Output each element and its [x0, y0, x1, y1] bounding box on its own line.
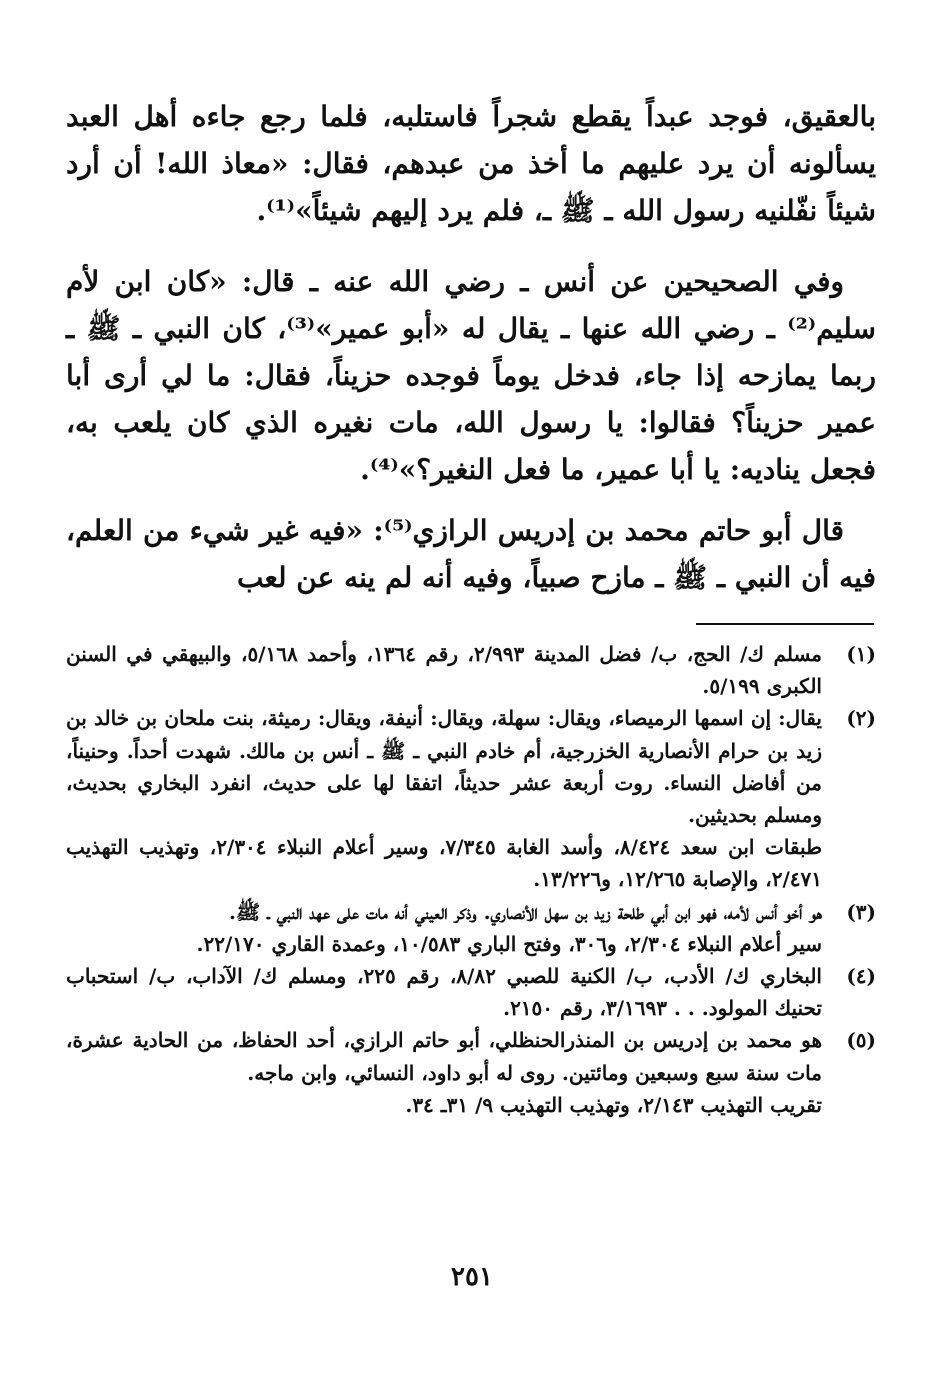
paragraph-text: بالعقيق، فوجد عبداً يقطع شجراً فاستلبه، فلما رجع جاءه أهل العبد يسألونه أن يرد عليهم ما أخذ من عبدهم، فقال: «معاذ الله! أن أرد شيئاً نفّلنيه رسول الله ـ ﷺ ـ، فلم يرد إليهم شيئاً»⁽¹⁾.: [66, 100, 876, 227]
footnote-1: [66, 638, 876, 702]
footnote-text: هو أخو أنس لأمه، فهو ابن أبي طلحة زيد بن سهل الأنصاري. وذكر العيني أنه مات على عهد النبي ـ ﷺ.: [229, 899, 822, 924]
footnote-number: (٢): [846, 706, 876, 731]
footnote-text: يقال: إن اسمها الرميصاء، ويقال: سهلة، ويقال: أنيفة، ويقال: رميثة، بنت ملحان بن خالد بن زيد بن حرام الأنصارية الخزرجية، أم خادم النبي ـ ﷺ ـ أنس بن مالك. شهدت أحداً. وحنيناً، من أفاضل النساء. روت أربعة عشر حديثاً، اتفقا لها على حديث، انفرد البخاري بحديث، ومسلم بحديثين.: [66, 706, 822, 828]
footnote-number: (١): [846, 642, 876, 666]
footnote-body: [66, 1024, 822, 1121]
paragraph-text: قال أبو حاتم محمد بن إدريس الرازي⁽⁵⁾: «فيه غير شيء من العلم، فيه أن النبي ـ ﷺ ـ مازح صبياً، وفيه أنه لم ينه عن لعب: [66, 514, 876, 594]
footnote-body: [66, 896, 822, 960]
footnote-reference: طبقات ابن سعد ٨/٤٢٤، وأسد الغابة ٧/٣٤٥، وسير أعلام النبلاء ٢/٣٠٤، وتهذيب التهذيب ٢/٤٧١، والإصابة ١٢/٢٦٥، و١٣/٢٢٦.: [66, 835, 822, 892]
footnote-body: [66, 960, 822, 1024]
footnote-separator: [696, 623, 874, 625]
footnote-text: مسلم ك/ الحج، ب/ فضل المدينة ٢/٩٩٣، رقم ١٣٦٤، وأحمد ٥/١٦٨، والبيهقي في السنن الكبرى ٥/١٩٩.: [66, 642, 822, 699]
footnote-number: (٤): [846, 964, 876, 989]
footnote-text: البخاري ك/ الأدب، ب/ الكنية للصبي ٨/٨٢، رقم ٢٢٥، ومسلم ك/ الآداب، ب/ استحباب تحنيك المولود. . . ٣/١٦٩٣، رقم ٢١٥٠.: [66, 964, 822, 1021]
main-paragraph-2: [66, 258, 876, 493]
footnote-2: [66, 702, 876, 895]
footnote-5: [66, 1024, 876, 1121]
footnote-reference: تقريب التهذيب ٢/١٤٣، وتهذيب التهذيب ٩/ ٣١ـ ٣٤.: [405, 1092, 822, 1117]
footnote-text: هو محمد بن إدريس بن المنذرالحنظلي، أبو حاتم الرازي، أحد الحفاظ، من الحادية عشرة، مات سنة سبع وسبعين ومائتين. روى له أبو داود، النسائي، وابن ماجه.: [66, 1028, 822, 1085]
main-paragraph-1: [66, 93, 876, 234]
paragraph-text: وفي الصحيحين عن أنس ـ رضي الله عنه ـ قال: «كان ابن لأم سليم⁽²⁾ ـ رضي الله عنها ـ يقال له «أبو عمير»⁽³⁾، كان النبي ـ ﷺ ـ ربما يمازحه إذا جاء، فدخل يوماً فوجده حزيناً، فقال: ما لي أرى أبا عمير حزيناً؟ فقالوا: يا رسول الله، مات نغيره الذي كان يلعب به، فجعل يناديه: يا أبا عمير، ما فعل النغير؟»⁽⁴⁾.: [66, 265, 877, 486]
footnotes-section: [66, 638, 876, 1121]
footnote-reference: سير أعلام النبلاء ٢/٣٠٤، و٣٠٦، وفتح الباري ١٠/٥٨٣، وعمدة القاري ٢٢/١٧٠.: [196, 931, 822, 956]
footnote-number: (٣): [846, 899, 876, 924]
footnote-body: [66, 702, 822, 895]
footnote-number: (٥): [846, 1028, 876, 1053]
footnote-3: [66, 896, 876, 960]
main-paragraph-3: [66, 507, 876, 601]
footnote-4: [66, 960, 876, 1024]
page-number: ٢٥١: [451, 1262, 493, 1292]
footnote-body: [66, 638, 822, 702]
